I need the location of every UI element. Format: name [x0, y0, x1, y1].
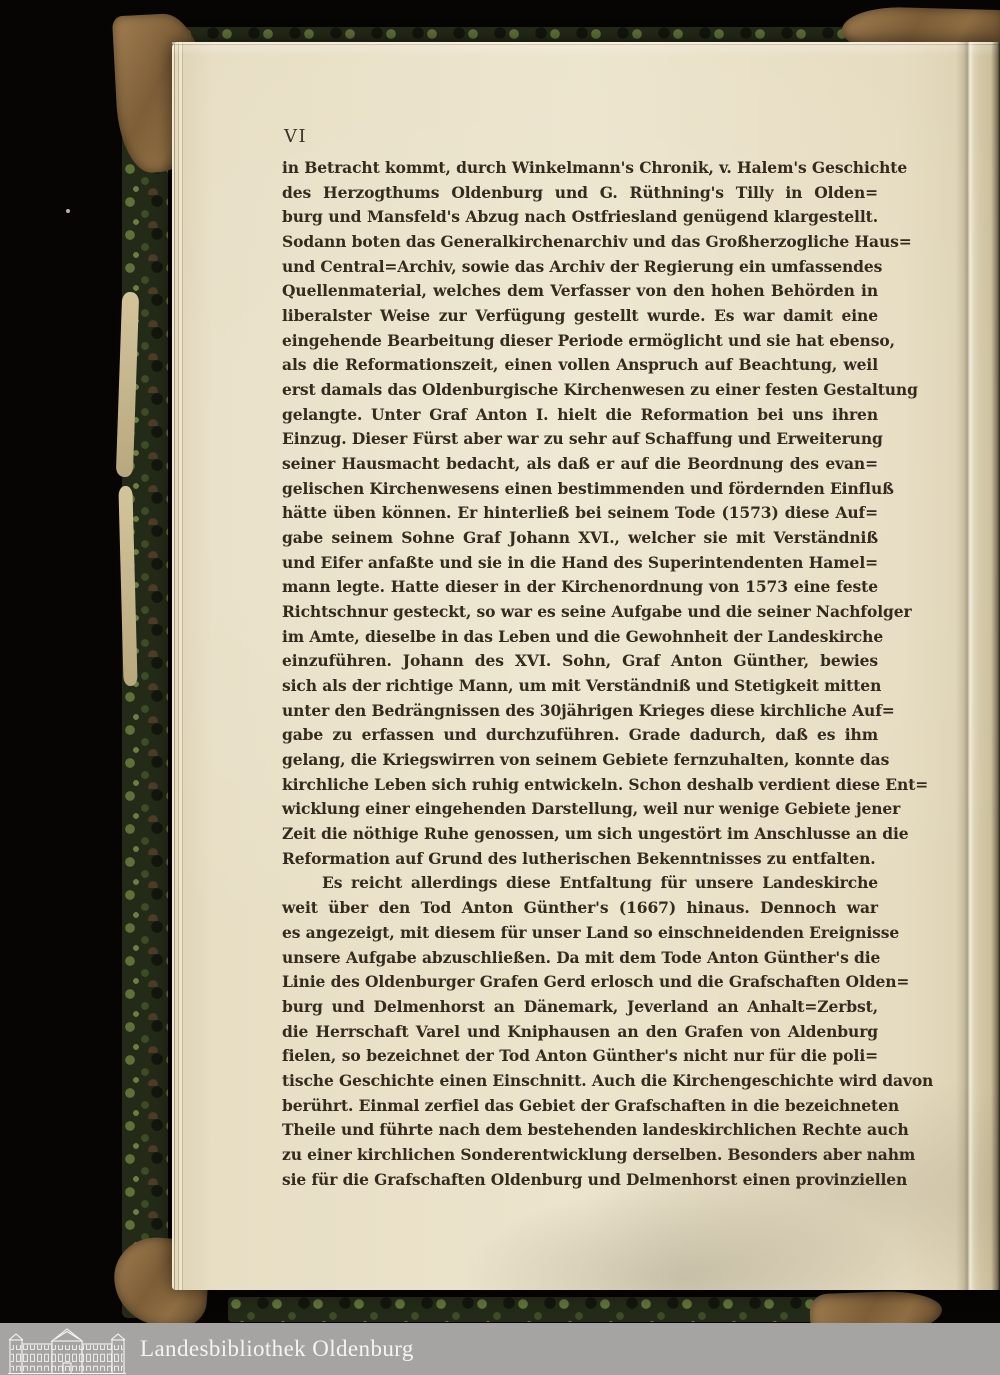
book-page [172, 42, 1000, 1290]
text-line: unsere Aufgabe abzuschließen. Da mit dem Tode Anton Günther's die [282, 947, 881, 967]
text-line: burg und Mansfeld's Abzug nach Ostfriesland genügend klargestellt. [282, 207, 878, 227]
text-line: Zeit die nöthige Ruhe genossen, um sich ungestört im Anschlusse an die [282, 824, 909, 844]
text-line: liberalster Weise zur Verfügung gestellt wurde. Es war damit eine [282, 306, 878, 326]
text-line: mann legte. Hatte dieser in der Kirchenordnung von 1573 eine feste [282, 577, 878, 597]
text-line: unter den Bedrängnissen des 30jährigen Krieges diese kirchliche Auf= [282, 700, 895, 720]
text-line: burg und Delmenhorst an Dänemark, Jeverland an Anhalt=Zerbst, [282, 996, 878, 1016]
text-line: in Betracht kommt, durch Winkelmann's Chronik, v. Halem's Geschichte [282, 158, 908, 177]
text-line: als die Reformationszeit, einen vollen Anspruch auf Beachtung, weil [282, 355, 878, 375]
text-line: wicklung einer eingehenden Darstellung, weil nur wenige Gebiete jener [282, 799, 901, 819]
text-line: gelischen Kirchenwesens einen bestimmenden und fördernden Einfluß [282, 478, 894, 498]
text-line: einzuführen. Johann des XVI. Sohn, Graf Anton Günther, bewies [282, 651, 878, 671]
page-text [282, 156, 934, 1192]
text-line: seiner Hausmacht bedacht, als daß er auf die Beordnung des evan= [282, 454, 878, 474]
text-line: erst damals das Oldenburgische Kirchenwesen zu einer festen Gestaltung [282, 380, 918, 400]
text-line: gabe seinem Sohne Graf Johann XVI., welcher sie mit Verständniß [282, 528, 878, 548]
text-line: und Eifer anfaßte und sie in die Hand des Superintendenten Hamel= [282, 552, 878, 572]
text-line: weit über den Tod Anton Günther's (1667) hinaus. Dennoch war [282, 898, 878, 918]
text-line: Richtschnur gesteckt, so war es seine Aufgabe und die seiner Nachfolger [282, 602, 912, 622]
text-line: im Amte, dieselbe in das Leben und die Gewohnheit der Landeskirche [282, 626, 884, 646]
book-cover-bottom-edge [228, 1297, 850, 1322]
page-right-edge-shadow [991, 42, 1000, 1290]
text-line: Einzug. Dieser Fürst aber war zu sehr auf Schaffung und Erweiterung [282, 429, 883, 449]
library-building-icon [8, 1328, 126, 1374]
text-line: zu einer kirchlichen Sonderentwicklung derselben. Besonders aber nahm [282, 1144, 916, 1164]
text-line: gelangte. Unter Graf Anton I. hielt die Reformation bei uns ihren [282, 404, 878, 424]
text-line: Sodann boten das Generalkirchenarchiv und das Großherzogliche Haus= [282, 232, 912, 252]
text-line: sich als der richtige Mann, um mit Verständniß und Stetigkeit mitten [282, 676, 882, 696]
text-line: gelang, die Kriegswirren von seinem Gebiete fernzuhalten, konnte das [282, 750, 890, 770]
text-line: gabe zu erfassen und durchzuführen. Grade dadurch, daß es ihm [282, 725, 878, 745]
text-line: Reformation auf Grund des lutherischen Bekenntnisses zu entfalten. [282, 848, 876, 868]
text-line: tische Geschichte einen Einschnitt. Auch die Kirchengeschichte wird davon [282, 1070, 934, 1090]
text-line: kirchliche Leben sich ruhig entwickeln. Schon deshalb verdient diese Ent= [282, 774, 929, 794]
text-line: Quellenmaterial, welches dem Verfasser von den hohen Behörden in [282, 281, 878, 301]
text-line: die Herrschaft Varel und Kniphausen an den Grafen von Aldenburg [282, 1021, 878, 1041]
text-line: es angezeigt, mit diesem für unser Land so einschneidenden Ereignisse [282, 922, 900, 942]
text-line: berührt. Einmal zerfiel das Gebiet der Grafschaften in die bezeichneten [282, 1095, 900, 1115]
text-line: und Central=Archiv, sowie das Archiv der Regierung ein umfassendes [282, 256, 883, 276]
text-line: fielen, so bezeichnet der Tod Anton Günther's nicht nur für die poli= [282, 1046, 878, 1066]
text-line: Es reicht allerdings diese Entfaltung für unsere Landeskirche [322, 873, 878, 893]
text-line: eingehende Bearbeitung dieser Periode ermöglicht und sie hat ebenso, [282, 330, 895, 350]
library-name: Landesbibliothek Oldenburg [140, 1336, 414, 1361]
page-number: VI [284, 126, 308, 147]
text-line: hätte üben können. Er hinterließ bei seinem Tode (1573) diese Auf= [282, 503, 878, 523]
dust-speck [66, 209, 70, 213]
text-line: Theile und führte nach dem bestehenden landeskirchlichen Rechte auch [282, 1120, 909, 1140]
page-gutter-fold [956, 42, 980, 1290]
text-line: Linie des Oldenburger Grafen Gerd erlosch und die Grafschaften Olden= [282, 972, 910, 992]
text-line: sie für die Grafschaften Oldenburg und Delmenhorst einen provinziellen [282, 1169, 908, 1189]
text-line: des Herzogthums Oldenburg und G. Rüthning's Tilly in Olden= [282, 182, 878, 202]
library-footer-bar [0, 1323, 1000, 1375]
